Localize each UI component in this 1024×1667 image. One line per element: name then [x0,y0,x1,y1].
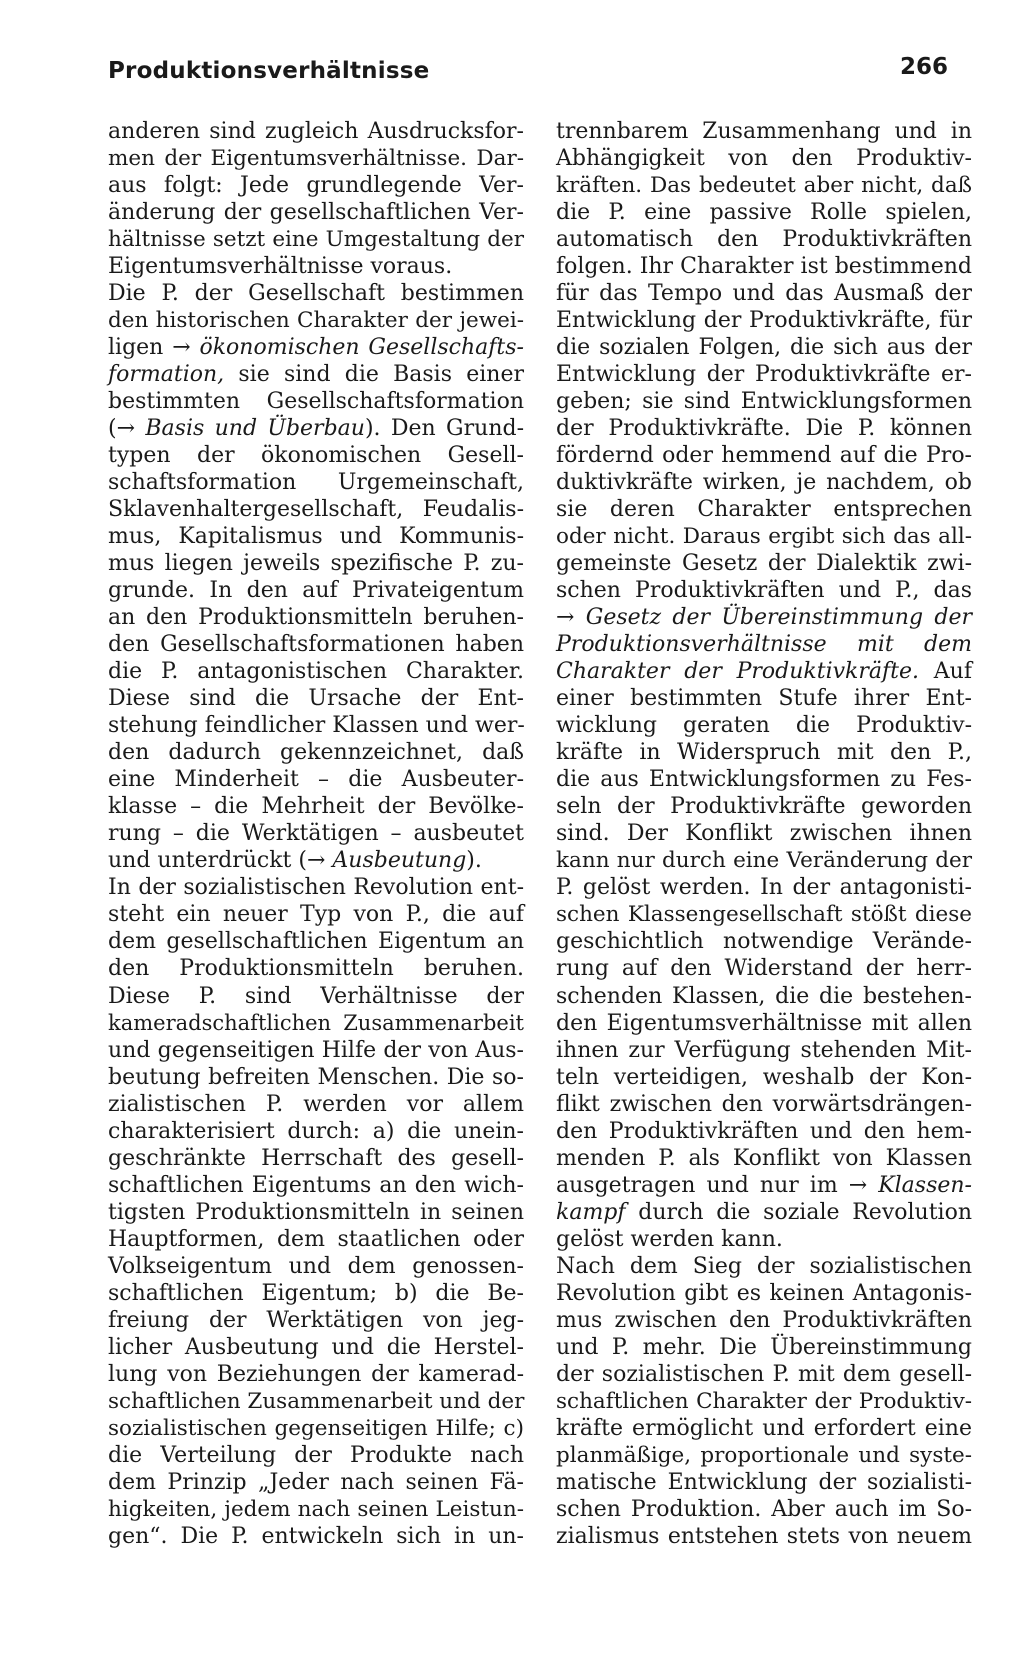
text-line: klasse – die Mehrheit der Bevölke- [108,794,524,820]
text-line: lung von Beziehungen der kamerad- [108,1361,524,1387]
text-line: fördernd oder hemmend auf die Pro- [556,443,972,469]
page-number: 266 [900,54,949,80]
text-line: Entwicklung der Produktivkräfte er- [556,362,972,388]
text-line: trennbarem Zusammenhang und in [556,119,972,144]
text-line: Sklavenhaltergesellschaft, Feudalis- [108,497,524,523]
text-line: Diese P. sind Verhältnisse der [108,983,524,1009]
text-line: (→ Basis und Überbau). Den Grund- [108,416,525,442]
text-line: rung auf den Widerstand der herr- [556,956,972,982]
text-line: schen Produktion. Aber auch im So- [556,1496,972,1522]
text-line: sie deren Charakter entsprechen [556,497,972,523]
text-line: geschichtlich notwendige Verände- [556,929,972,955]
text-line: grunde. In den auf Privateigentum [108,578,524,604]
right-column [556,118,972,1550]
text-line: ihnen zur Verfügung stehenden Mit- [556,1037,972,1063]
text-line: geschränkte Herrschaft des gesell- [108,1145,524,1171]
text-line: tigsten Produktionsmitteln in seinen [108,1199,524,1225]
text-line: mus zwischen den Produktivkräften [556,1307,972,1333]
text-line: seln der Produktivkräfte geworden [556,794,972,820]
text-line: planmäßige, proportionale und syste- [556,1442,972,1468]
text-line: die aus Entwicklungsformen zu Fes- [556,767,972,793]
text-line: gen“. Die P. entwickeln sich in un- [108,1523,524,1549]
text-line: eine Minderheit – die Ausbeuter- [108,767,524,793]
text-line: schen Produktivkräften und P., das [556,578,972,604]
text-line: P. gelöst werden. In der antagonisti- [556,875,972,901]
text-line: wicklung geraten die Produktiv- [556,713,972,739]
text-line: stehung feindlicher Klassen und wer- [108,713,525,739]
text-line: den Eigentumsverhältnisse mit allen [556,1010,972,1036]
text-line: die P. eine passive Rolle spielen, [556,200,972,226]
text-line: gemeinste Gesetz der Dialektik zwi- [556,551,972,577]
text-line: den Produktivkräften und den hem- [556,1118,972,1144]
text-line: den Gesellschaftsformationen haben [108,632,524,658]
text-line: der Produktivkräfte. Die P. können [556,416,972,442]
text-line: schenden Klassen, die die bestehen- [556,983,972,1009]
text-line: beutung befreiten Menschen. Die so- [108,1064,524,1090]
text-line: kräfte in Widerspruch mit den P., [556,740,972,766]
text-line: ligen → ökonomischen Gesellschafts- [108,335,524,361]
text-line: dem Prinzip „Jeder nach seinen Fä- [108,1469,524,1495]
text-line: mus liegen jeweils spezifische P. zu- [108,551,524,577]
text-line: Diese sind die Ursache der Ent- [108,686,524,712]
text-line: geben; sie sind Entwicklungsformen [556,389,972,415]
text-line: den dadurch gekennzeichnet, daß [108,740,524,766]
running-head-title: Produktionsverhältnisse [108,58,430,84]
text-line: den historischen Charakter der jewei- [108,308,524,334]
text-line: Volkseigentum und dem genossen- [108,1253,524,1279]
text-line: schen Klassengesellschaft stößt diese [556,902,972,928]
text-line: sozialistischen gegenseitigen Hilfe; c) [108,1415,524,1441]
text-line: zialismus entstehen stets von neuem [556,1523,972,1549]
text-line: zialistischen P. werden vor allem [108,1091,524,1117]
text-line: folgen. Ihr Charakter ist bestimmend [556,254,972,280]
text-line: In der sozialistischen Revolution ent- [108,875,524,901]
text-line: Hauptformen, dem staatlichen oder [108,1226,524,1252]
text-line: kann nur durch eine Veränderung der [556,848,972,874]
text-line: typen der ökonomischen Gesell- [108,443,524,469]
text-line: und gegenseitigen Hilfe der von Aus- [108,1037,524,1063]
text-line: schaftlichen Eigentums an den wich- [108,1172,524,1198]
text-line: änderung der gesellschaftlichen Ver- [108,200,524,226]
text-line: Revolution gibt es keinen Antagonis- [556,1280,972,1306]
text-line: anderen sind zugleich Ausdrucksfor- [108,119,524,144]
text-line: Eigentumsverhältnisse voraus. [108,254,453,280]
text-line: matische Entwicklung der sozialisti- [556,1469,972,1495]
text-line: teln verteidigen, weshalb der Kon- [556,1064,972,1090]
text-line: gelöst werden kann. [556,1226,783,1252]
text-line: die sozialen Folgen, die sich aus der [556,335,972,361]
text-line: higkeiten, jedem nach seinen Leistun- [108,1496,524,1522]
text-line: → Gesetz der Übereinstimmung der [556,605,972,631]
text-line: freiung der Werktätigen von jeg- [108,1307,524,1333]
text-line: Charakter der Produktivkräfte. Auf [556,659,972,685]
text-line: kameradschaftlichen Zusammenarbeit [108,1010,524,1035]
text-line: an den Produktionsmitteln beruhen- [108,605,524,631]
text-line: ausgetragen und nur im → Klassen- [556,1172,972,1198]
text-line: flikt zwischen den vorwärtsdrängen- [556,1091,972,1117]
text-line: schaftlichen Charakter der Produktiv- [556,1388,972,1414]
text-line: kräften. Das bedeutet aber nicht, daß [556,173,972,199]
text-line: schaftlichen Eigentum; b) die Be- [108,1280,524,1306]
text-line: dem gesellschaftlichen Eigentum an [108,929,524,955]
text-line: duktivkräfte wirken, je nachdem, ob [556,470,972,496]
text-line: und unterdrückt (→ Ausbeutung). [108,848,482,874]
text-line: oder nicht. Daraus ergibt sich das all- [556,524,972,550]
text-line: bestimmten Gesellschaftsformation [108,389,524,415]
text-line: Entwicklung der Produktivkräfte, für [556,308,972,334]
left-column [108,118,524,1550]
text-line: menden P. als Konflikt von Klassen [556,1145,972,1171]
text-line: hältnisse setzt eine Umgestaltung der [108,227,524,253]
text-line: Die P. der Gesellschaft bestimmen [108,281,524,307]
text-line: den Produktionsmitteln beruhen. [108,956,524,982]
text-line: und P. mehr. Die Übereinstimmung [556,1334,972,1360]
text-line: für das Tempo und das Ausmaß der [556,281,972,307]
text-line: men der Eigentumsverhältnisse. Dar- [108,146,524,172]
text-line: sind. Der Konflikt zwischen ihnen [556,821,972,847]
text-line: rung – die Werktätigen – ausbeutet [108,821,524,847]
text-line: die P. antagonistischen Charakter. [108,659,524,685]
text-line: schaftlichen Zusammenarbeit und der [108,1388,525,1414]
text-line: Produktionsverhältnisse mit dem [556,632,972,658]
text-line: mus, Kapitalismus und Kommunis- [108,524,524,550]
text-line: formation, sie sind die Basis einer [108,362,524,388]
text-line: Abhängigkeit von den Produktiv- [556,146,972,172]
text-line: einer bestimmten Stufe ihrer Ent- [556,686,972,712]
text-line: die Verteilung der Produkte nach [108,1442,524,1468]
text-line: licher Ausbeutung und die Herstel- [108,1334,524,1360]
text-line: steht ein neuer Typ von P., die auf [108,902,524,928]
text-line: charakterisiert durch: a) die unein- [108,1118,524,1144]
text-line: automatisch den Produktivkräften [556,227,972,253]
text-line: aus folgt: Jede grundlegende Ver- [108,173,524,199]
text-line: schaftsformation Urgemeinschaft, [108,470,524,496]
text-line: der sozialistischen P. mit dem gesell- [556,1361,972,1387]
text-line: Nach dem Sieg der sozialistischen [556,1253,972,1279]
text-line: kräfte ermöglicht und erfordert eine [556,1415,972,1441]
text-line: kampf durch die soziale Revolution [556,1199,972,1225]
